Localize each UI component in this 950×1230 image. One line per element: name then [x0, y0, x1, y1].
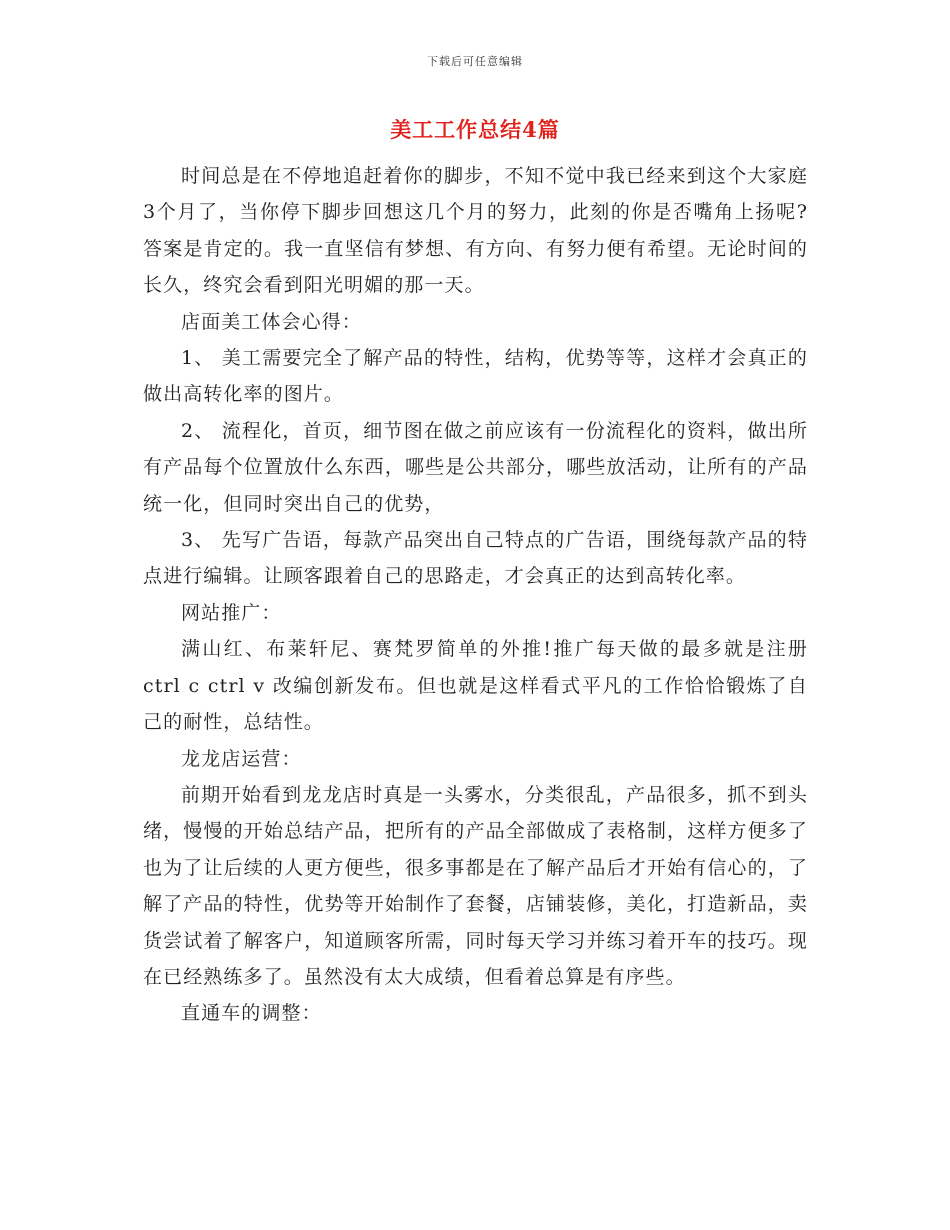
list-item-3: 3、 先写广告语，每款产品突出自己特点的广告语，围绕每款产品的特点进行编辑。让顾客跟着自己的思路走，才会真正的达到高转化率。 — [143, 529, 808, 588]
section-heading-through-train: 直通车的调整： — [181, 1002, 322, 1025]
operation-paragraph: 前期开始看到龙龙店时真是一头雾水，分类很乱，产品很多，抓不到头绪，慢慢的开始总结产品，把所有的产品全部做成了表格制，这样方便多了也为了让后续的人更方便些，很多事都是在了解产品后才开始有信心的，了解了产品的特性，优势等开始制作了套餐，店铺装修，美化，打造新品，卖货尝试着了解客户，知道顾客所需，同时每天学习并练习着开车的技巧。现在已经熟练多了。虽然没有太大成绩，但看着总算是有序些。 — [143, 783, 808, 988]
promotion-paragraph: 满山红、布莱轩尼、赛梵罗简单的外推!推广每天做的最多就是注册 ctrl c ctrl v 改编创新发布。但也就是这样看式平凡的工作恰恰锻炼了自己的耐性，总结性。 — [143, 638, 808, 734]
list-item-2: 2、 流程化，首页，细节图在做之前应该有一份流程化的资料，做出所有产品每个位置放什么东西，哪些是公共部分，哪些放活动，让所有的产品统一化，但同时突出自己的优势， — [143, 419, 808, 515]
list-item-1: 1、 美工需要完全了解产品的特性，结构，优势等等，这样才会真正的做出高转化率的图片。 — [143, 347, 808, 406]
document-title: 美工工作总结4篇 — [390, 117, 560, 142]
header-note: 下载后可任意编辑 — [427, 55, 523, 68]
document-body — [143, 158, 808, 1032]
section-heading-store-design: 店面美工体会心得： — [181, 310, 362, 333]
section-heading-store-operation: 龙龙店运营： — [181, 747, 302, 770]
section-heading-promotion: 网站推广： — [181, 601, 282, 624]
intro-paragraph: 时间总是在不停地追赶着你的脚步，不知不觉中我已经来到这个大家庭3个月了，当你停下脚步回想这几个月的努力，此刻的你是否嘴角上扬呢?答案是肯定的。我一直坚信有梦想、有方向、有努力便有希望。无论时间的长久，终究会看到阳光明媚的那一天。 — [143, 165, 808, 297]
